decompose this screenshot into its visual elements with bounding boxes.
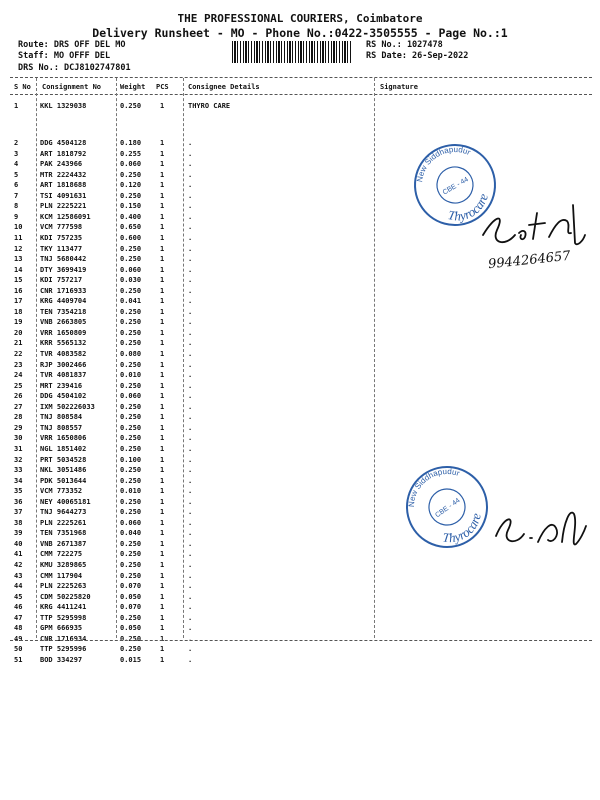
row-weight: 0.250 — [120, 476, 142, 485]
row-consignment-no: VCM 773352 — [40, 487, 83, 496]
row-consignee-details: . — [188, 592, 193, 601]
row-consignment-no: KRR 5565132 — [40, 339, 87, 348]
row-weight: 0.060 — [120, 392, 142, 401]
row-pcs: 1 — [160, 286, 165, 295]
row-sno: 23 — [14, 360, 23, 369]
row-consignee-details: . — [188, 582, 193, 591]
row-sno: 50 — [14, 645, 23, 654]
row-weight: 0.015 — [120, 655, 142, 664]
row-weight: 0.120 — [120, 181, 142, 190]
row-sno: 30 — [14, 434, 23, 443]
row-pcs: 1 — [160, 423, 165, 432]
row-consignment-no: PRT 5034528 — [40, 455, 87, 464]
row-pcs: 1 — [160, 160, 165, 169]
row-consignee-details: . — [188, 265, 193, 274]
column-header-pcs: PCS — [156, 83, 169, 91]
row-pcs: 1 — [160, 508, 165, 517]
row-pcs: 1 — [160, 571, 165, 580]
row-consignment-no: MRT 239416 — [40, 381, 83, 390]
row-pcs: 1 — [160, 307, 165, 316]
row-pcs: 1 — [160, 181, 165, 190]
row-consignment-no: CMM 722275 — [40, 550, 83, 559]
row-consignment-no: TEN 7354218 — [40, 307, 87, 316]
row-pcs: 1 — [160, 139, 165, 147]
row-pcs: 1 — [160, 444, 165, 453]
table-bottom-rule — [10, 640, 592, 641]
row-consignee-details: . — [188, 149, 193, 158]
row-weight: 0.180 — [120, 139, 142, 147]
row-weight: 0.250 — [120, 444, 142, 453]
row-consignment-no: PLN 2225261 — [40, 518, 87, 527]
row-weight: 0.650 — [120, 223, 142, 232]
row-consignee-details: . — [188, 518, 193, 527]
column-header-consignment: Consignment No — [42, 83, 102, 91]
route-label: Route: DRS OFF DEL MO — [18, 40, 126, 50]
row-sno: 2 — [14, 139, 19, 147]
stamp-code: CBE - 44 — [434, 497, 462, 520]
row-consignee-details: . — [188, 318, 193, 327]
row-sno: 31 — [14, 444, 23, 453]
row-consignee-details: THYRO CARE — [188, 102, 231, 110]
row-weight: 0.070 — [120, 582, 142, 591]
row-consignment-no: KKL 1329038 — [40, 102, 87, 110]
row-weight: 0.060 — [120, 160, 142, 169]
row-pcs: 1 — [160, 297, 165, 306]
row-sno: 19 — [14, 318, 23, 327]
row-consignee-details: . — [188, 350, 193, 358]
row-consignment-no: CMM 117904 — [40, 571, 83, 580]
row-pcs: 1 — [160, 487, 165, 496]
row-weight: 0.600 — [120, 233, 142, 242]
row-consignee-details: . — [188, 244, 193, 253]
rs-number: RS No.: 1027478 — [366, 40, 443, 50]
row-consignment-no: NKL 3051486 — [40, 466, 87, 475]
row-consignment-no: VRR 1650809 — [40, 328, 87, 337]
row-consignee-details: . — [188, 434, 193, 443]
row-consignee-details: . — [188, 255, 193, 264]
row-sno: 29 — [14, 423, 23, 432]
row-consignee-details: . — [188, 476, 193, 485]
row-consignee-details: . — [188, 645, 193, 654]
row-consignee-details: . — [188, 508, 193, 517]
row-consignment-no: VNB 2663805 — [40, 318, 87, 327]
row-consignment-no: KMU 3289865 — [40, 561, 87, 569]
handwritten-signature — [490, 498, 590, 558]
row-pcs: 1 — [160, 434, 165, 443]
row-sno: 51 — [14, 655, 23, 664]
row-weight: 0.250 — [120, 645, 142, 654]
stamp-name: Thyrocare — [441, 511, 484, 546]
row-pcs: 1 — [160, 603, 165, 612]
row-consignment-no: RJP 3002466 — [40, 360, 87, 369]
row-consignment-no: TKY 113477 — [40, 244, 83, 253]
row-consignee-details: . — [188, 160, 193, 169]
row-weight: 0.250 — [120, 318, 142, 327]
row-pcs: 1 — [160, 233, 165, 242]
row-sno: 15 — [14, 276, 23, 285]
row-consignee-details: . — [188, 413, 193, 422]
row-sno: 35 — [14, 487, 23, 496]
row-sno: 1 — [14, 102, 19, 110]
row-weight: 0.050 — [120, 624, 142, 633]
row-pcs: 1 — [160, 561, 165, 569]
row-consignment-no: BOD 334297 — [40, 655, 83, 664]
row-consignee-details: . — [188, 297, 193, 306]
row-pcs: 1 — [160, 276, 165, 285]
row-weight: 0.150 — [120, 202, 142, 211]
row-consignee-details: . — [188, 444, 193, 453]
row-pcs: 1 — [160, 191, 165, 200]
row-consignment-no: VNB 2671387 — [40, 539, 87, 548]
row-pcs: 1 — [160, 413, 165, 422]
row-consignment-no: GPM 666935 — [40, 624, 83, 633]
row-consignment-no: DTY 3699419 — [40, 265, 87, 274]
row-sno: 13 — [14, 255, 23, 264]
row-pcs: 1 — [160, 529, 165, 538]
row-weight: 0.250 — [120, 402, 142, 411]
column-header-weight: Weight — [120, 83, 146, 91]
row-consignment-no: TEN 7351968 — [40, 529, 87, 538]
row-pcs: 1 — [160, 339, 165, 348]
row-pcs: 1 — [160, 212, 165, 221]
row-sno: 48 — [14, 624, 23, 633]
row-weight: 0.040 — [120, 529, 142, 538]
row-consignment-no: PLN 2225221 — [40, 202, 87, 211]
row-sno: 12 — [14, 244, 23, 253]
row-sno: 37 — [14, 508, 23, 517]
row-consignee-details: . — [188, 655, 193, 664]
row-consignee-details: . — [188, 202, 193, 211]
row-consignee-details: . — [188, 286, 193, 295]
row-sno: 45 — [14, 592, 23, 601]
row-consignee-details: . — [188, 233, 193, 242]
row-consignment-no: VCM 777598 — [40, 223, 83, 232]
column-header-consignee: Consignee Details — [188, 83, 260, 91]
row-pcs: 1 — [160, 497, 165, 506]
row-consignee-details: . — [188, 181, 193, 190]
row-pcs: 1 — [160, 360, 165, 369]
row-weight: 0.080 — [120, 350, 142, 358]
row-consignee-details: . — [188, 634, 193, 643]
row-sno: 5 — [14, 170, 19, 179]
row-consignee-details: . — [188, 497, 193, 506]
row-sno: 33 — [14, 466, 23, 475]
row-consignee-details: . — [188, 423, 193, 432]
row-sno: 43 — [14, 571, 23, 580]
row-pcs: 1 — [160, 402, 165, 411]
row-weight: 0.250 — [120, 360, 142, 369]
row-consignee-details: . — [188, 360, 193, 369]
row-consignment-no: NGL 1851402 — [40, 444, 87, 453]
row-weight: 0.250 — [120, 191, 142, 200]
row-weight: 0.250 — [120, 539, 142, 548]
row-consignee-details: . — [188, 603, 193, 612]
row-pcs: 1 — [160, 328, 165, 337]
row-sno: 6 — [14, 181, 19, 190]
staff-label: Staff: MO OFFF DEL — [18, 51, 111, 61]
row-consignment-no: NEY 40065181 — [40, 497, 91, 506]
row-sno: 41 — [14, 550, 23, 559]
row-sno: 18 — [14, 307, 23, 316]
row-consignment-no: PLN 2225263 — [40, 582, 87, 591]
row-sno: 22 — [14, 350, 23, 358]
row-consignment-no: PDK 5013644 — [40, 476, 87, 485]
row-consignment-no: DDG 4504128 — [40, 139, 87, 147]
row-pcs: 1 — [160, 255, 165, 264]
row-consignment-no: MTR 2224432 — [40, 170, 87, 179]
row-weight: 0.250 — [120, 423, 142, 432]
row-consignment-no: TNJ 9644273 — [40, 508, 87, 517]
row-pcs: 1 — [160, 265, 165, 274]
row-pcs: 1 — [160, 102, 165, 110]
row-sno: 24 — [14, 371, 23, 380]
row-pcs: 1 — [160, 476, 165, 485]
row-pcs: 1 — [160, 244, 165, 253]
row-pcs: 1 — [160, 350, 165, 358]
row-weight: 0.250 — [120, 561, 142, 569]
row-consignee-details: . — [188, 307, 193, 316]
row-pcs: 1 — [160, 381, 165, 390]
row-sno: 3 — [14, 149, 19, 158]
row-consignment-no: VRR 1650806 — [40, 434, 87, 443]
row-pcs: 1 — [160, 170, 165, 179]
row-sno: 4 — [14, 160, 19, 169]
stamp-name: Thyrocare — [446, 191, 491, 224]
row-weight: 0.060 — [120, 518, 142, 527]
row-weight: 0.100 — [120, 455, 142, 464]
row-weight: 0.050 — [120, 592, 142, 601]
row-consignee-details: . — [188, 139, 193, 147]
row-consignee-details: . — [188, 624, 193, 633]
row-pcs: 1 — [160, 539, 165, 548]
row-weight: 0.041 — [120, 297, 142, 306]
row-consignment-no: CDM 50225820 — [40, 592, 91, 601]
row-consignee-details: . — [188, 212, 193, 221]
row-pcs: 1 — [160, 624, 165, 633]
row-weight: 0.250 — [120, 413, 142, 422]
row-sno: 7 — [14, 191, 19, 200]
row-consignment-no: CNR 1716934 — [40, 634, 87, 643]
row-weight: 0.250 — [120, 102, 142, 110]
row-sno: 20 — [14, 328, 23, 337]
row-pcs: 1 — [160, 592, 165, 601]
row-weight: 0.070 — [120, 603, 142, 612]
row-sno: 16 — [14, 286, 23, 295]
row-pcs: 1 — [160, 550, 165, 559]
row-weight: 0.250 — [120, 339, 142, 348]
row-weight: 0.250 — [120, 286, 142, 295]
row-consignment-no: TSI 4091631 — [40, 191, 87, 200]
row-consignment-no: TNJ 5680442 — [40, 255, 87, 264]
row-consignee-details: . — [188, 402, 193, 411]
row-consignee-details: . — [188, 613, 193, 622]
row-sno: 40 — [14, 539, 23, 548]
row-pcs: 1 — [160, 455, 165, 464]
row-consignment-no: IXM 502226033 — [40, 402, 95, 411]
row-sno: 21 — [14, 339, 23, 348]
row-sno: 39 — [14, 529, 23, 538]
row-weight: 0.060 — [120, 265, 142, 274]
row-consignee-details: . — [188, 371, 193, 380]
row-consignee-details: . — [188, 529, 193, 538]
column-header-signature: Signature — [380, 83, 418, 91]
row-sno: 49 — [14, 634, 23, 643]
row-consignee-details: . — [188, 487, 193, 496]
row-sno: 46 — [14, 603, 23, 612]
row-weight: 0.250 — [120, 550, 142, 559]
row-consignment-no: TNJ 808557 — [40, 423, 83, 432]
row-sno: 27 — [14, 402, 23, 411]
row-sno: 32 — [14, 455, 23, 464]
rs-date: RS Date: 26-Sep-2022 — [366, 51, 469, 61]
row-sno: 11 — [14, 233, 23, 242]
row-consignee-details: . — [188, 223, 193, 232]
row-consignee-details: . — [188, 571, 193, 580]
row-pcs: 1 — [160, 202, 165, 211]
row-weight: 0.400 — [120, 212, 142, 221]
row-consignment-no: PAK 243966 — [40, 160, 83, 169]
row-pcs: 1 — [160, 149, 165, 158]
row-weight: 0.010 — [120, 487, 142, 496]
row-pcs: 1 — [160, 223, 165, 232]
row-consignee-details: . — [188, 550, 193, 559]
row-weight: 0.250 — [120, 255, 142, 264]
row-pcs: 1 — [160, 634, 165, 643]
row-pcs: 1 — [160, 655, 165, 664]
row-pcs: 1 — [160, 613, 165, 622]
row-consignee-details: . — [188, 466, 193, 475]
row-weight: 0.250 — [120, 381, 142, 390]
row-weight: 0.250 — [120, 613, 142, 622]
row-consignment-no: KRG 4411241 — [40, 603, 87, 612]
row-weight: 0.250 — [120, 508, 142, 517]
row-consignment-no: CNR 1716933 — [40, 286, 87, 295]
page-subtitle: Delivery Runsheet - MO - Phone No.:0422-3505555 - Page No.:1 — [92, 26, 508, 40]
row-weight: 0.250 — [120, 170, 142, 179]
stamp-branch: New Siddhapudur — [406, 466, 461, 508]
page-title: THE PROFESSIONAL COURIERS, Coimbatore — [177, 12, 423, 25]
row-consignment-no: KDI 757217 — [40, 276, 83, 285]
row-sno: 44 — [14, 582, 23, 591]
row-weight: 0.250 — [120, 307, 142, 316]
row-pcs: 1 — [160, 645, 165, 654]
row-sno: 34 — [14, 476, 23, 485]
row-sno: 26 — [14, 392, 23, 401]
drs-number: DRS No.: DCJ8102747801 — [18, 63, 131, 73]
row-pcs: 1 — [160, 466, 165, 475]
row-sno: 38 — [14, 518, 23, 527]
row-consignment-no: TVR 4081837 — [40, 371, 87, 380]
row-weight: 0.255 — [120, 149, 142, 158]
row-weight: 0.250 — [120, 466, 142, 475]
row-weight: 0.250 — [120, 497, 142, 506]
row-weight: 0.030 — [120, 276, 142, 285]
row-consignee-details: . — [188, 191, 193, 200]
row-consignment-no: KRG 4409704 — [40, 297, 87, 306]
row-consignee-details: . — [188, 539, 193, 548]
row-consignment-no: ART 1818688 — [40, 181, 87, 190]
row-pcs: 1 — [160, 318, 165, 327]
row-weight: 0.250 — [120, 634, 142, 643]
row-sno: 8 — [14, 202, 19, 211]
row-consignee-details: . — [188, 561, 193, 569]
handwritten-phone-number: 9944264657 — [487, 248, 572, 273]
row-weight: 0.250 — [120, 434, 142, 443]
row-sno: 14 — [14, 265, 23, 274]
row-consignment-no: TTP 5295998 — [40, 613, 87, 622]
row-consignment-no: KDI 757235 — [40, 233, 83, 242]
stamp-branch: New Siddhapudur — [415, 144, 472, 183]
row-pcs: 1 — [160, 392, 165, 401]
row-sno: 10 — [14, 223, 23, 232]
row-consignment-no: TTP 5295996 — [40, 645, 87, 654]
row-sno: 42 — [14, 561, 23, 569]
row-consignee-details: . — [188, 339, 193, 348]
row-consignee-details: . — [188, 170, 193, 179]
row-consignment-no: ART 1818792 — [40, 149, 87, 158]
stamp-code: CBE - 44 — [441, 176, 470, 197]
row-sno: 9 — [14, 212, 19, 221]
row-consignee-details: . — [188, 392, 193, 401]
row-sno: 25 — [14, 381, 23, 390]
row-pcs: 1 — [160, 582, 165, 591]
row-consignment-no: KCM 12586091 — [40, 212, 91, 221]
row-sno: 36 — [14, 497, 23, 506]
row-sno: 28 — [14, 413, 23, 422]
row-consignment-no: TVR 4083582 — [40, 350, 87, 358]
row-consignee-details: . — [188, 276, 193, 285]
row-sno: 17 — [14, 297, 23, 306]
row-weight: 0.010 — [120, 371, 142, 380]
row-weight: 0.250 — [120, 328, 142, 337]
row-consignee-details: . — [188, 455, 193, 464]
row-weight: 0.250 — [120, 571, 142, 580]
row-sno: 47 — [14, 613, 23, 622]
row-pcs: 1 — [160, 371, 165, 380]
row-consignee-details: . — [188, 328, 193, 337]
row-weight: 0.250 — [120, 244, 142, 253]
column-header-sno: S No — [14, 83, 31, 91]
row-consignment-no: DDG 4504102 — [40, 392, 87, 401]
row-consignment-no: TNJ 808584 — [40, 413, 83, 422]
row-consignee-details: . — [188, 381, 193, 390]
row-pcs: 1 — [160, 518, 165, 527]
